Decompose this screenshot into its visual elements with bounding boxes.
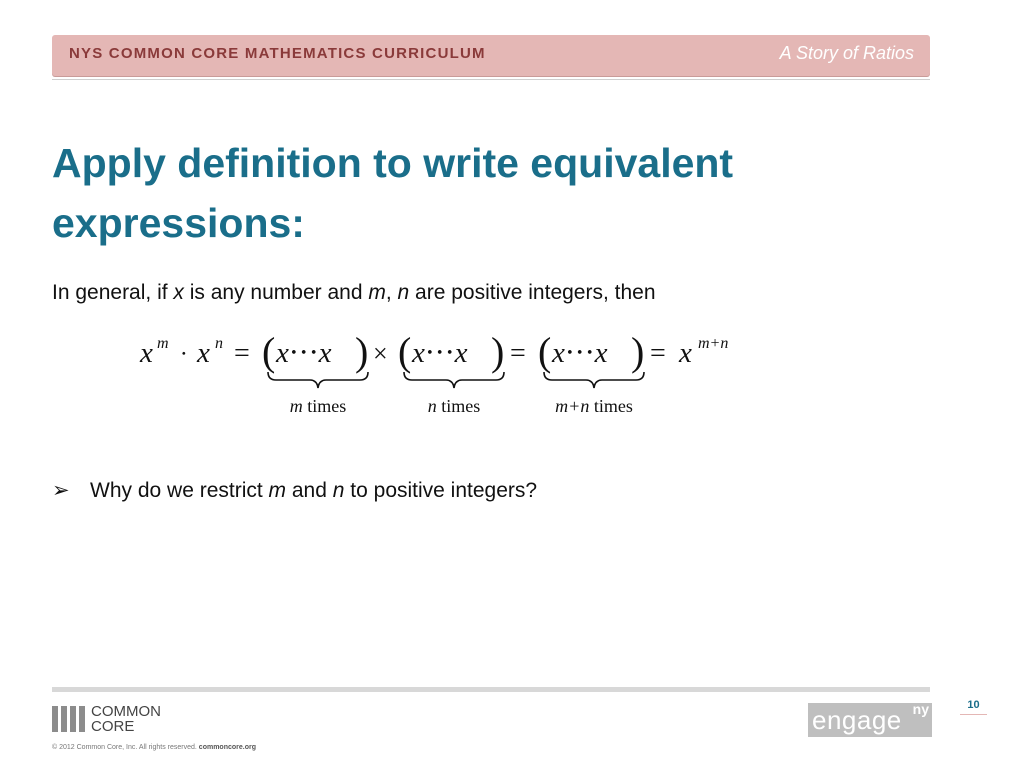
formula-dot: ⋅ xyxy=(180,341,188,366)
formula-equals: = xyxy=(234,338,250,369)
bullet-question: ➢ Why do we restrict m and n to positive integers? xyxy=(52,479,538,502)
page-number: 10 xyxy=(960,699,987,715)
formula-rparen: ) xyxy=(631,329,645,374)
logo-bar xyxy=(52,706,58,732)
engageny-logo: engage ny xyxy=(808,703,932,737)
curriculum-label: NYS COMMON CORE MATHEMATICS CURRICULUM xyxy=(69,45,486,62)
formula-group: x⋅⋅⋅x xyxy=(276,337,332,369)
underbrace xyxy=(544,372,644,388)
brace-label-m-plus-n: m+n times xyxy=(555,396,633,416)
logo-bar xyxy=(61,706,67,732)
formula-times: × xyxy=(373,339,388,368)
copyright-text: © 2012 Common Core, Inc. All rights reserved. commoncore.org xyxy=(52,744,256,751)
underbrace xyxy=(268,372,368,388)
formula-base: x xyxy=(679,337,692,369)
formula-equals: = xyxy=(650,338,666,369)
formula-lparen: ( xyxy=(538,329,552,374)
logo-bar xyxy=(79,706,85,732)
intro-text: In general, if x is any number and m, n are positive integers, then xyxy=(52,281,656,304)
formula-rparen: ) xyxy=(491,329,505,374)
formula-exponent-n: n xyxy=(215,335,223,352)
formula-equals: = xyxy=(510,338,526,369)
formula-rparen: ) xyxy=(355,329,369,374)
story-label: A Story of Ratios xyxy=(779,43,914,63)
formula-lparen: ( xyxy=(398,329,412,374)
copyright-link[interactable]: commoncore.org xyxy=(198,744,256,751)
underbrace xyxy=(404,372,504,388)
formula-lparen: ( xyxy=(262,329,276,374)
formula-group: x⋅⋅⋅x xyxy=(412,337,468,369)
formula-base: x xyxy=(197,337,210,369)
brace-label-m: m times xyxy=(289,396,347,416)
formula-exponent-sum: m+n xyxy=(698,335,729,352)
logo-bar xyxy=(70,706,76,732)
formula-exponent-m: m xyxy=(157,335,169,352)
header-divider xyxy=(52,79,930,80)
slide-title: Apply definition to write equivalent expressions: xyxy=(52,140,734,246)
formula-group: x⋅⋅⋅x xyxy=(552,337,608,369)
brace-label-n: n times xyxy=(427,396,481,416)
logo-text: COMMON CORE xyxy=(91,703,161,735)
header-bar xyxy=(52,35,930,76)
formula-base: x xyxy=(140,337,153,369)
exponent-formula xyxy=(130,325,830,425)
common-core-logo xyxy=(52,704,192,736)
arrow-bullet-icon: ➢ xyxy=(52,479,70,502)
footer-divider xyxy=(52,687,930,692)
